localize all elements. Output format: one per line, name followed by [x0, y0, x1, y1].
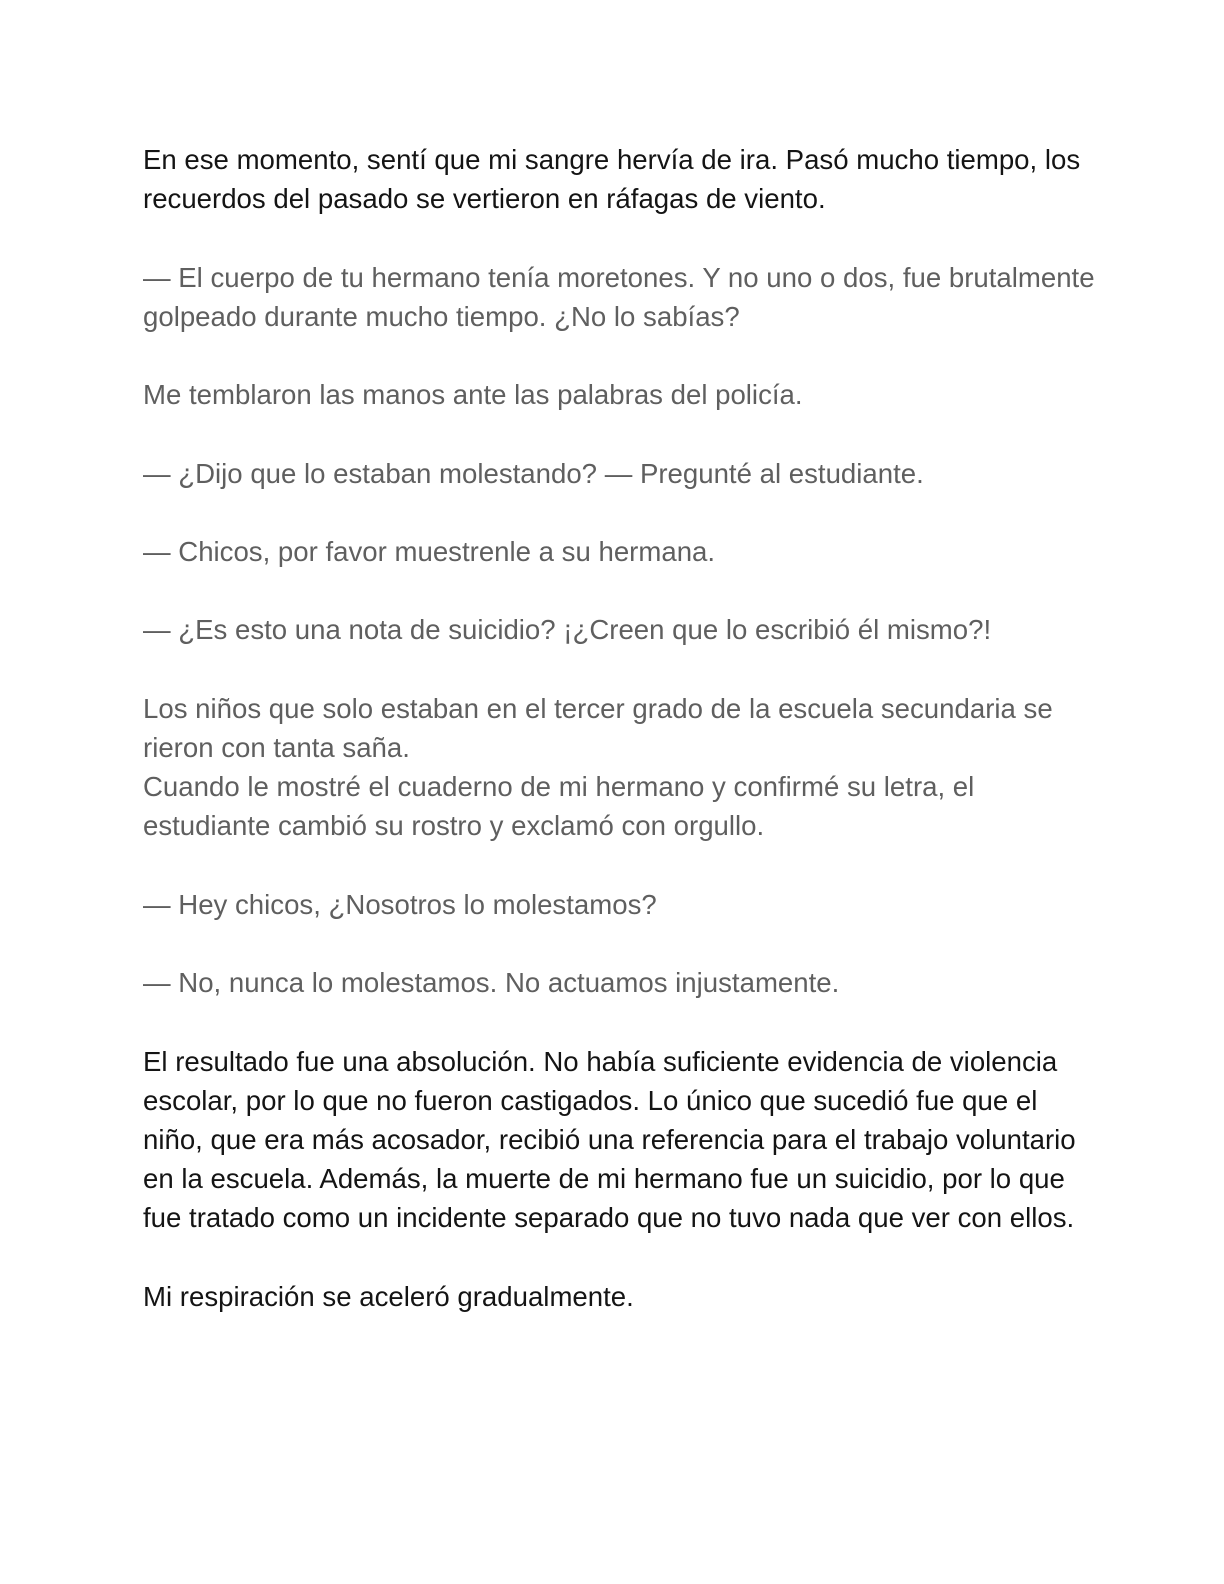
paragraph-12: Mi respiración se aceleró gradualmente. — [143, 1280, 634, 1312]
paragraph-8: Cuando le mostré el cuaderno de mi hermano y confirmé su letra, el estudiante cambió su rostro y exclamó con orgullo. — [143, 771, 975, 842]
paragraph-7: Los niños que solo estaban en el tercer grado de la escuela secundaria se rieron con tanta saña. — [143, 692, 1053, 763]
paragraph-1: En ese momento, sentí que mi sangre hervía de ira. Pasó mucho tiempo, los recuerdos del pasado se vertieron en ráfagas de viento. — [143, 144, 1081, 215]
paragraph-11: El resultado fue una absolución. No había suficiente evidencia de violencia escolar, por lo que no fueron castigados. Lo único que sucedió fue que el niño, que era más acosador, recibió una referencia para el trabajo voluntario en la escuela. Además, la muerte de mi hermano fue un suicidio, por lo que fue tratado como un incidente separado que no tuvo nada que ver con ellos. — [143, 1045, 1076, 1234]
document-page — [143, 140, 1103, 1316]
paragraph-10-dialogue: — No, nunca lo molestamos. No actuamos injustamente. — [143, 967, 840, 999]
paragraph-6-dialogue: — ¿Es esto una nota de suicidio? ¡¿Creen que lo escribió él mismo?! — [143, 614, 992, 646]
paragraph-4-dialogue: — ¿Dijo que lo estaban molestando? — Pregunté al estudiante. — [143, 457, 924, 489]
paragraph-9-dialogue: — Hey chicos, ¿Nosotros lo molestamos? — [143, 888, 657, 920]
paragraph-3: Me temblaron las manos ante las palabras del policía. — [143, 379, 803, 411]
paragraph-2-dialogue: — El cuerpo de tu hermano tenía moretones. Y no uno o dos, fue brutalmente golpeado durante mucho tiempo. ¿No lo sabías? — [143, 261, 1095, 332]
paragraph-5-dialogue: — Chicos, por favor muestrenle a su hermana. — [143, 535, 716, 567]
